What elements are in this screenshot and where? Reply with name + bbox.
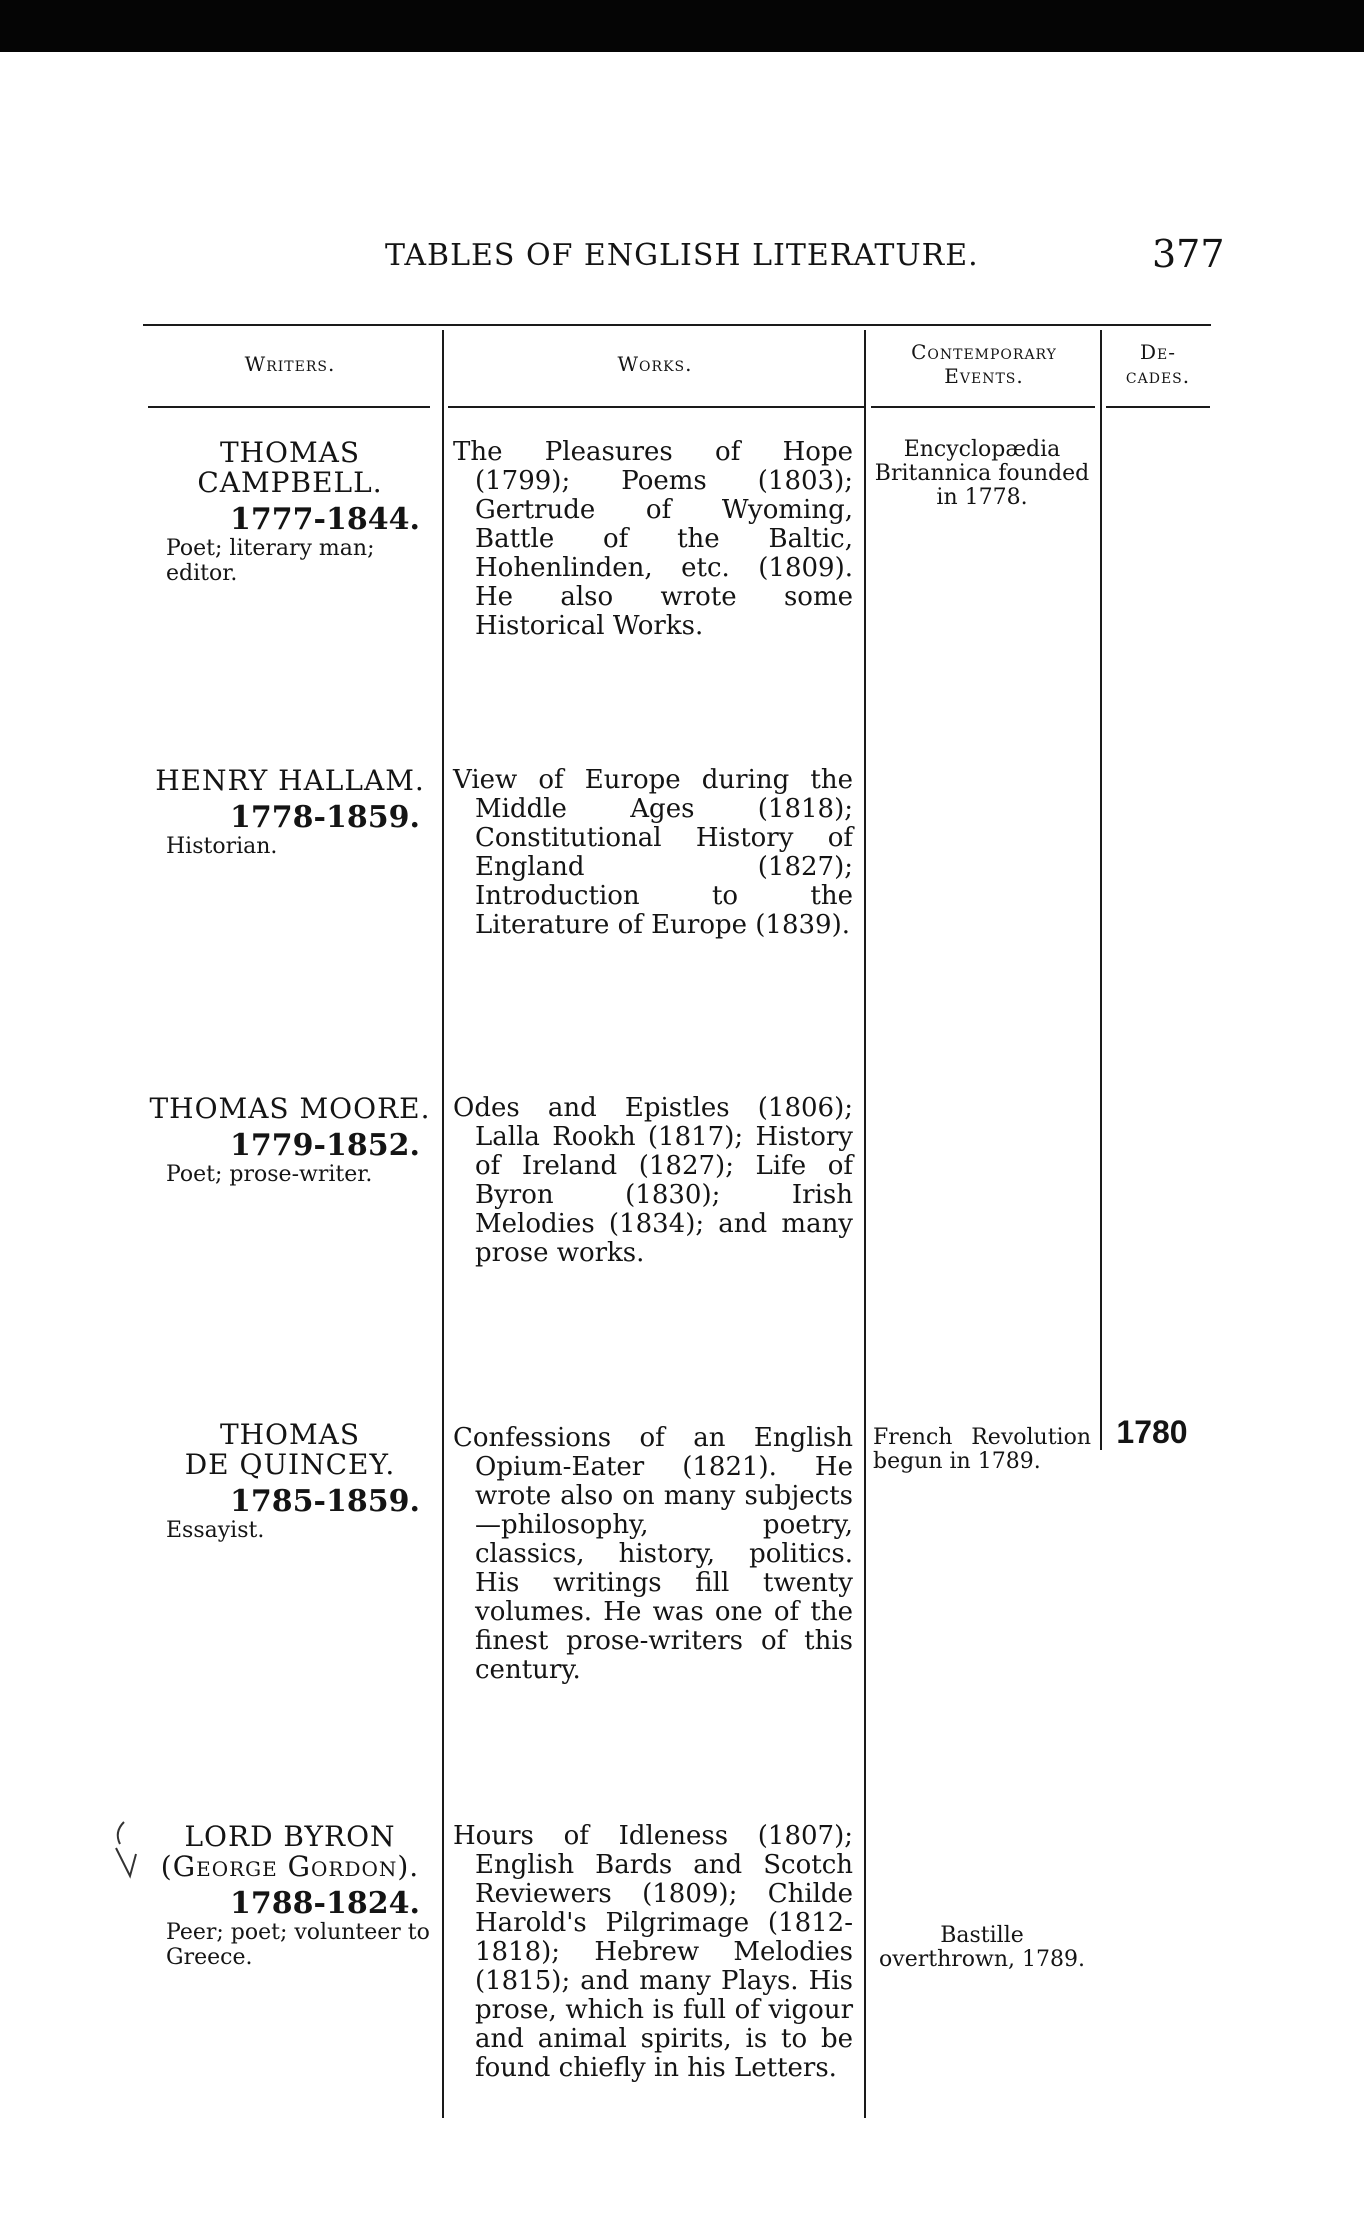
writer-entry: [140, 1094, 440, 1188]
works-head-rule: [448, 406, 864, 408]
writer-entry: [140, 1420, 440, 1544]
column-divider-events-decades: [1100, 330, 1102, 1450]
page-top-edge: [0, 0, 1364, 52]
writer-role: Peer; poet; volunteer to Greece.: [166, 1920, 430, 1971]
column-divider-writers-works: [442, 330, 444, 2118]
writer-role: Historian.: [166, 834, 278, 860]
events-head-rule: [871, 406, 1095, 408]
writer-name-continued: (George Gordon).: [160, 1850, 420, 1884]
column-header-decades: De-cades.: [1125, 340, 1191, 388]
writer-name: THOMAS: [219, 436, 361, 469]
contemporary-event: Bastille overthrown, 1789.: [879, 1923, 1085, 1972]
decade-label: 1780: [1116, 1414, 1188, 1450]
contemporary-event: French Revolution begun in 1789.: [873, 1425, 1091, 1474]
column-header-works: Works.: [617, 352, 693, 376]
writer-role: Poet; prose-writer.: [166, 1162, 373, 1188]
writer-role: Poet; literary man; editor.: [166, 536, 375, 587]
writer-dates: 1788-1824.: [230, 1886, 420, 1922]
writer-dates: 1778-1859.: [230, 800, 420, 836]
column-header-writers: Writers.: [244, 352, 336, 376]
column-header-events: Contemporary Events.: [911, 340, 1057, 388]
margin-pencil-mark: [110, 1818, 160, 1898]
writer-dates: 1777-1844.: [230, 502, 420, 538]
works-text: The Pleasures of Hope (1799); Poems (1803); Gertrude of Wyoming, Battle of the Baltic, Hohenlinden, etc. (1809). He also wrote some Historical Works.: [453, 437, 853, 641]
works-text: Hours of Idleness (1807); English Bards and Scotch Reviewers (1809); Childe Harold's Pilgrimage (1812-1818); Hebrew Melodies (1815); and many Plays. His prose, which is full of vigour and animal spirits, is to be found chiefly in his Letters.: [453, 1821, 853, 2083]
writer-entry: [140, 1822, 440, 1971]
works-text: View of Europe during the Middle Ages (1818); Constitutional History of England (1827); Introduction to the Literature of Europe (1839).: [453, 765, 853, 940]
writer-role: Essayist.: [166, 1518, 265, 1544]
writer-name: THOMAS: [219, 1418, 361, 1451]
works-entry: [453, 1822, 853, 2083]
works-entry: [453, 1424, 853, 1685]
works-entry: [453, 438, 853, 641]
writer-name-continued: DE QUINCEY.: [184, 1448, 396, 1482]
writer-name: LORD BYRON: [184, 1820, 396, 1853]
works-text: Confessions of an English Opium-Eater (1821). He wrote also on many subjects —philosophy, poetry, classics, history, politics. His writings fill twenty volumes. He was one of the finest prose-writers of this century.: [453, 1423, 853, 1685]
table-top-rule: [143, 324, 1211, 326]
writer-entry: [140, 438, 440, 587]
writer-name: HENRY HALLAM.: [155, 764, 425, 797]
writer-name-continued: CAMPBELL.: [197, 466, 383, 500]
running-head: TABLES OF ENGLISH LITERATURE.: [385, 238, 979, 273]
decades-head-rule: [1106, 406, 1210, 408]
column-divider-works-events: [864, 330, 866, 2118]
writer-dates: 1785-1859.: [230, 1484, 420, 1520]
works-entry: [453, 766, 853, 940]
works-entry: [453, 1094, 853, 1268]
writers-head-rule: [148, 406, 430, 408]
works-text: Odes and Epistles (1806); Lalla Rookh (1817); History of Ireland (1827); Life of Byron (1830); Irish Melodies (1834); and many prose works.: [453, 1093, 853, 1268]
writer-name: THOMAS MOORE.: [149, 1092, 431, 1125]
page-number: 377: [1152, 232, 1225, 276]
contemporary-event: Encyclopædia Britannica founded in 1778.: [874, 437, 1090, 510]
writer-dates: 1779-1852.: [230, 1128, 420, 1164]
writer-entry: [140, 766, 440, 860]
